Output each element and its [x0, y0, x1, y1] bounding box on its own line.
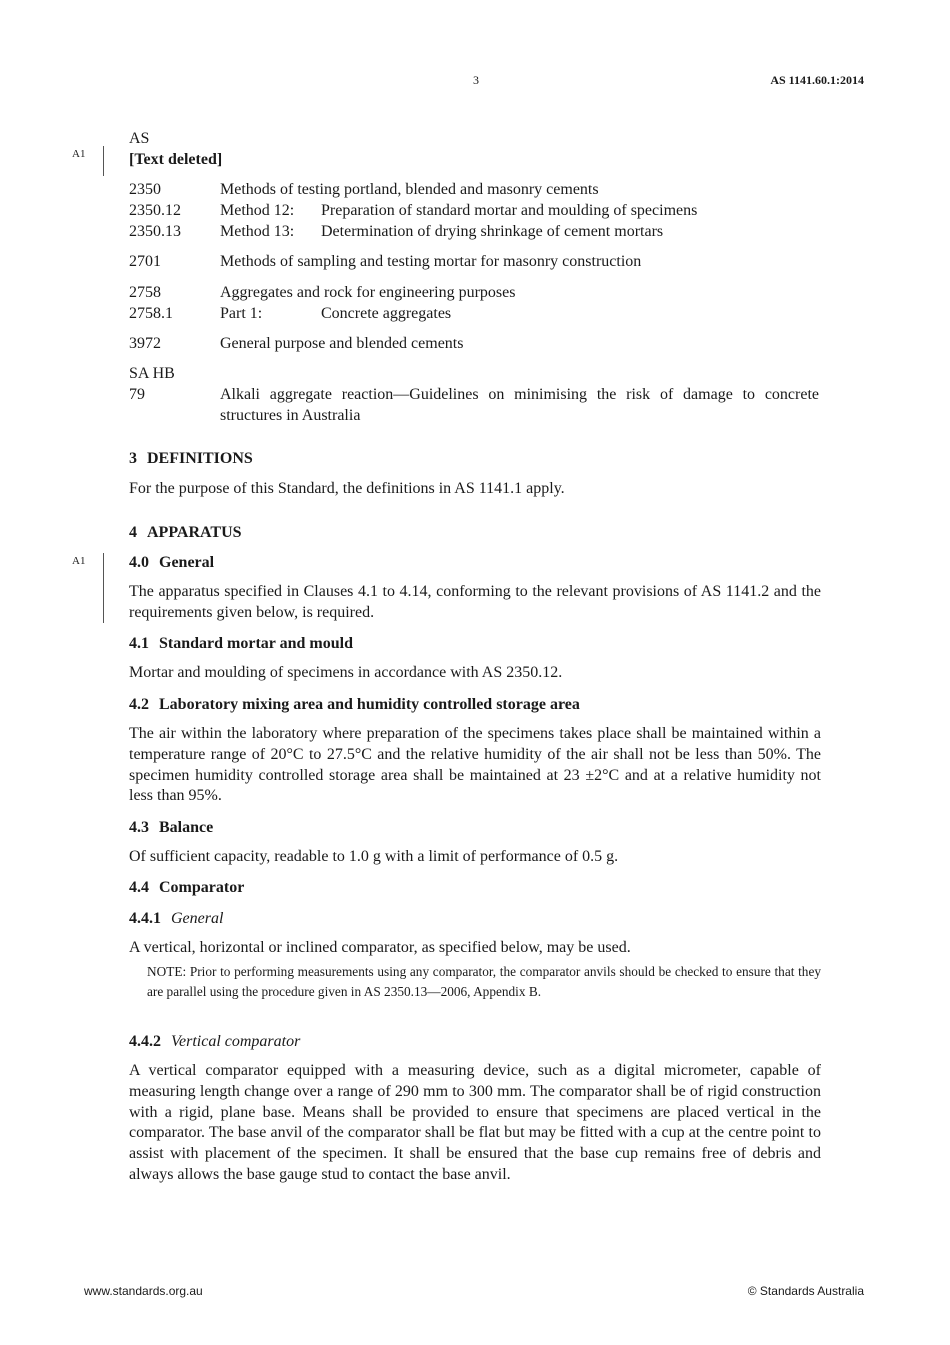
- ref-code: 3972: [129, 335, 161, 352]
- ref-part: Part 1:: [220, 305, 263, 322]
- amendment-bar: [103, 553, 104, 623]
- section-title: DEFINITIONS: [147, 450, 253, 467]
- amendment-marker: A1: [72, 555, 86, 567]
- ref-title: Concrete aggregates: [321, 305, 452, 322]
- ref-deleted: [Text deleted]: [129, 151, 223, 168]
- ref-title: Methods of sampling and testing mortar for masonry construction: [220, 253, 642, 270]
- paragraph: Of sufficient capacity, readable to 1.0 g with a limit of performance of 0.5 g.: [129, 848, 619, 865]
- standard-id: AS 1141.60.1:2014: [770, 73, 864, 87]
- clause-title: Comparator: [159, 879, 245, 896]
- ref-title: Alkali aggregate reaction—Guidelines on minimising the risk of damage to concrete structures in Australia: [220, 386, 819, 424]
- clause-title: General: [159, 554, 215, 571]
- ref-code: 79: [129, 386, 145, 403]
- paragraph: For the purpose of this Standard, the definitions in AS 1141.1 apply.: [129, 480, 565, 497]
- ref-title: Preparation of standard mortar and moulding of specimens: [321, 202, 698, 219]
- clause-number: 4.0: [129, 554, 149, 571]
- subclause-title: General: [171, 910, 224, 927]
- paragraph: The apparatus specified in Clauses 4.1 to 4.14, conforming to the relevant provisions of AS 1141.2 and the requirements given below, is required.: [129, 583, 821, 621]
- clause-heading: [129, 694, 580, 715]
- paragraph: The air within the laboratory where preparation of the specimens takes place shall be maintained within a temperature range of 20°C to 27.5°C and the relative humidity of the air shall not be less than 50%. The specimen humidity controlled storage area shall be maintained at 23 ±2°C and at a relative humidity not less than 95%.: [129, 725, 821, 805]
- amendment-marker: A1: [72, 148, 86, 160]
- clause-heading: [129, 552, 214, 573]
- ref-title: Aggregates and rock for engineering purposes: [220, 284, 516, 301]
- clause-number: 4.1: [129, 635, 149, 652]
- subclause-number: 4.4.1: [129, 910, 161, 927]
- section-number: 3: [129, 450, 137, 467]
- clause-number: 4.2: [129, 696, 149, 713]
- page-number: 3: [473, 73, 479, 87]
- clause-title: Laboratory mixing area and humidity controlled storage area: [159, 696, 580, 713]
- ref-code: 2701: [129, 253, 161, 270]
- ref-title: Methods of testing portland, blended and masonry cements: [220, 181, 599, 198]
- paragraph: A vertical, horizontal or inclined comparator, as specified below, may be used.: [129, 939, 631, 956]
- section-heading: [129, 448, 253, 469]
- section-number: 4: [129, 524, 137, 541]
- clause-heading: [129, 633, 353, 654]
- footer-copyright: © Standards Australia: [747, 1284, 864, 1298]
- footer-website[interactable]: www.standards.org.au: [84, 1284, 203, 1298]
- note: NOTE: Prior to performing measurements using any comparator, the comparator anvils should be checked to ensure that they are parallel using the procedure given in AS 2350.13—2006, Appendix B.: [147, 964, 821, 999]
- clause-number: 4.3: [129, 819, 149, 836]
- ref-sa-label: SA HB: [129, 365, 175, 382]
- section-title: APPARATUS: [147, 524, 242, 541]
- ref-as-label: AS: [129, 130, 150, 147]
- subclause-number: 4.4.2: [129, 1033, 161, 1050]
- ref-part: Method 13:: [220, 223, 295, 240]
- clause-title: Balance: [159, 819, 214, 836]
- subclause-heading: [129, 908, 223, 929]
- ref-code: 2758.1: [129, 305, 173, 322]
- subclause-title: Vertical comparator: [171, 1033, 301, 1050]
- section-heading: [129, 522, 242, 543]
- paragraph: Mortar and moulding of specimens in accordance with AS 2350.12.: [129, 664, 563, 681]
- clause-heading: [129, 877, 244, 898]
- ref-part: Method 12:: [220, 202, 295, 219]
- ref-code: 2350: [129, 181, 161, 198]
- ref-code: 2350.13: [129, 223, 181, 240]
- ref-code: 2758: [129, 284, 161, 301]
- amendment-bar: [103, 146, 104, 176]
- clause-heading: [129, 817, 213, 838]
- subclause-heading: [129, 1031, 300, 1052]
- ref-code: 2350.12: [129, 202, 181, 219]
- clause-title: Standard mortar and mould: [159, 635, 353, 652]
- ref-title: General purpose and blended cements: [220, 335, 464, 352]
- paragraph: A vertical comparator equipped with a measuring device, such as a digital micrometer, capable of measuring length change over a range of 290 mm to 300 mm. The comparator shall be of rigid construction with a rigid, plane base. Means shall be provided to ensure that specimens are placed vertical in the comparator. The base anvil of the comparator shall be flat but may be fitted with a cup at the centre point to assist with placement of the specimen. It shall be ensured that the base cup remains free of debris and always allows the base gauge stud to contact the base anvil.: [129, 1062, 821, 1183]
- clause-number: 4.4: [129, 879, 149, 896]
- ref-title: Determination of drying shrinkage of cement mortars: [321, 223, 664, 240]
